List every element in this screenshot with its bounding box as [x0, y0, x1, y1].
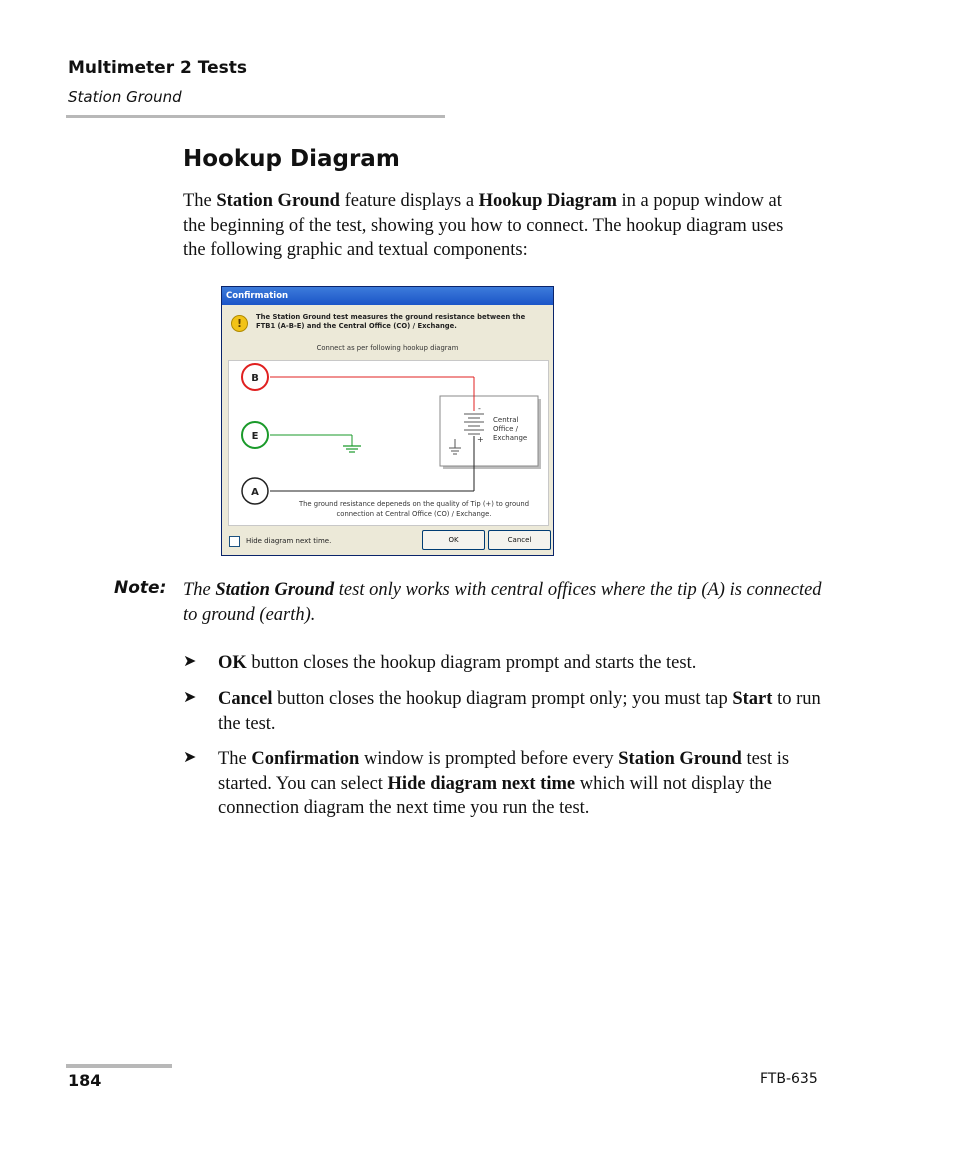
- note-text: The Station Ground test only works with central offices where the tip (A) is connected to ground (earth).: [183, 580, 822, 625]
- terminal-a-label: A: [251, 487, 259, 498]
- ok-button[interactable]: OK: [422, 530, 485, 550]
- page-number: 184: [68, 1071, 102, 1090]
- hookup-diagram: [229, 361, 548, 525]
- bullet-text: Cancel button closes the hookup diagram prompt only; you must tap Start to run the test.: [218, 689, 821, 734]
- note-label: Note:: [114, 578, 167, 598]
- cancel-button[interactable]: Cancel: [488, 530, 551, 550]
- footer-rule: [66, 1064, 172, 1068]
- bullet-arrow-icon: ➤: [183, 653, 197, 670]
- battery-minus: -: [478, 404, 481, 413]
- dialog-title-bar: Confirmation: [222, 287, 553, 305]
- battery-plus: +: [477, 435, 484, 444]
- diagram-caption-line2: connection at Central Office (CO) / Exchange.: [336, 510, 492, 518]
- bullet-text: The Confirmation window is prompted before every Station Ground test is started. You can select Hide diagram next time which will not display the connection diagram the next time you run the test.: [218, 749, 790, 818]
- header-rule: [66, 115, 445, 118]
- terminal-e-label: E: [251, 431, 259, 442]
- hide-diagram-checkbox[interactable]: [229, 536, 240, 547]
- section-title: Hookup Diagram: [183, 146, 400, 172]
- diagram-caption-line1: The ground resistance depeneds on the quality of Tip (+) to ground: [298, 500, 530, 508]
- bullet-arrow-icon: ➤: [183, 689, 197, 706]
- co-label-line1: Central: [493, 416, 519, 424]
- document-id: FTB-635: [760, 1071, 818, 1087]
- confirmation-dialog-screenshot: [221, 286, 554, 556]
- hide-diagram-label: Hide diagram next time.: [246, 537, 332, 545]
- bullet-arrow-icon: ➤: [183, 749, 197, 766]
- hookup-diagram-panel: [228, 360, 549, 526]
- bullet-text: OK button closes the hookup diagram prompt and starts the test.: [218, 653, 697, 673]
- intro-paragraph: The Station Ground feature displays a Hookup Diagram in a popup window at the beginning of the test, showing you how to connect. The hookup diagram uses the following graphic and textual components:: [183, 191, 784, 260]
- running-header-subtitle: Station Ground: [68, 88, 182, 106]
- dialog-instruction: Connect as per following hookup diagram: [316, 344, 459, 352]
- running-header-title: Multimeter 2 Tests: [68, 58, 247, 78]
- warning-icon: !: [231, 315, 248, 332]
- terminal-b-label: B: [251, 373, 259, 384]
- co-box: [440, 396, 538, 466]
- co-label-line2: Office /: [493, 425, 519, 433]
- co-label-line3: Exchange: [493, 434, 528, 442]
- dialog-message: The Station Ground test measures the ground resistance between the FTB1 (A-B-E) and the Central Office (CO) / Exchange.: [256, 313, 526, 330]
